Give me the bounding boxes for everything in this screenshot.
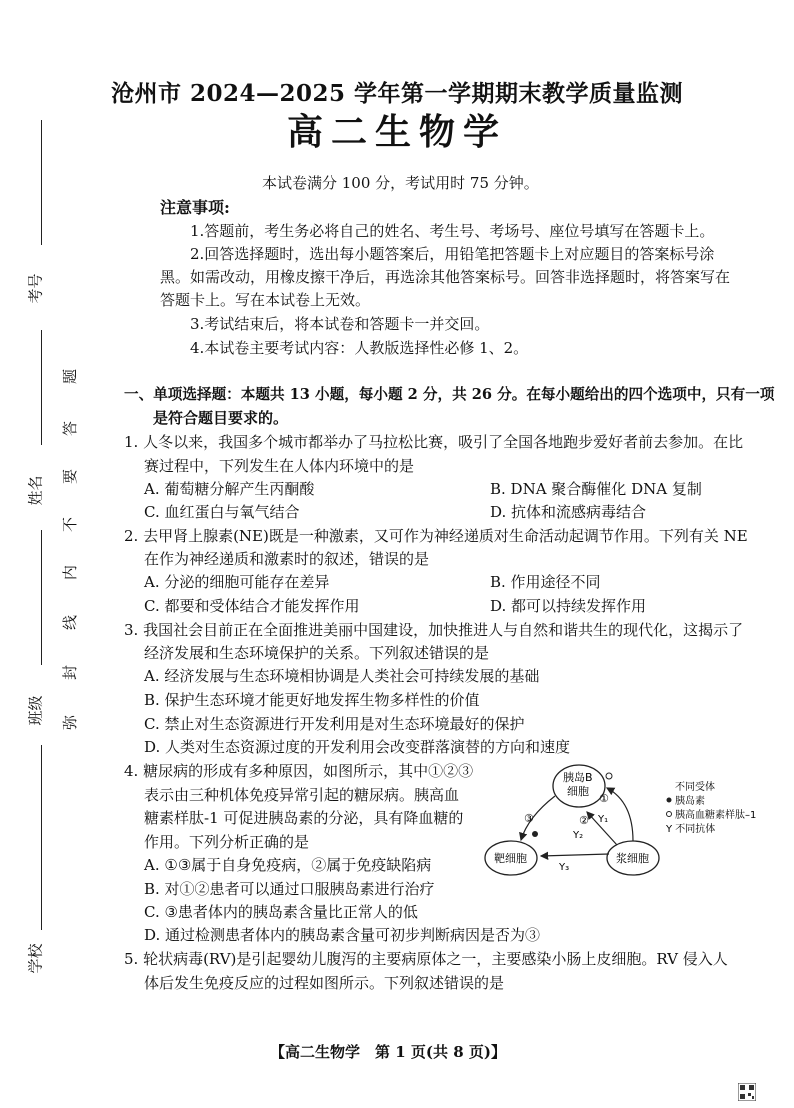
legend-insulin: 胰岛素 — [675, 796, 705, 807]
target-cell-label: 靶细胞 — [494, 852, 527, 865]
class-label: 班级 — [26, 695, 45, 726]
q1-stem-cont: 赛过程中，下列发生在人体内环境中的是 — [144, 457, 415, 475]
q2-option-b: B. 作用途径不同 — [490, 573, 601, 591]
legend-insulin-dot — [667, 798, 672, 803]
q4-option-d: D. 通过检测患者体内的胰岛素含量可初步判断病因是否为③ — [144, 926, 541, 944]
circle-3: ③ — [524, 812, 534, 825]
seal-char: 答 — [61, 420, 80, 437]
q3-option-a: A. 经济发展与生态环境相协调是人类社会可持续发展的基础 — [144, 667, 540, 685]
notice-line: 4.本试卷主要考试内容：人教版选择性必修 1、2。 — [190, 339, 529, 357]
seal-char: 内 — [61, 564, 80, 581]
section1-heading-cont: 是符合题目要求的。 — [153, 409, 289, 427]
diabetes-diagram — [483, 762, 773, 877]
exam-no-label: 考号 — [26, 273, 45, 304]
exam-info: 本试卷满分 100 分，考试用时 75 分钟。 — [262, 174, 539, 192]
q2-option-d: D. 都可以持续发挥作用 — [490, 597, 647, 615]
legend-receptor: 不同受体 — [675, 782, 715, 793]
q3-option-b: B. 保护生态环境才能更好地发挥生物多样性的价值 — [144, 691, 480, 709]
seal-char: 封 — [61, 664, 80, 681]
y2-label: Y₂ — [573, 830, 584, 841]
seal-char: 要 — [61, 468, 80, 485]
q1-option-d: D. 抗体和流感病毒结合 — [490, 503, 647, 521]
circle-1: ① — [599, 792, 609, 805]
legend-glp1-circle — [667, 812, 672, 817]
legend-glp1: 胰高血糖素样肽–1 — [675, 810, 757, 821]
q4-option-a: A. ①③属于自身免疫病，②属于免疫缺陷病 — [144, 856, 432, 874]
margin-line-mid3 — [41, 745, 42, 930]
notice-line: 答题卡上。写在本试卷上无效。 — [160, 291, 371, 309]
exam-title: 沧州市 2024—2025 学年第一学期期末教学质量监测 — [110, 80, 684, 107]
q1-option-a: A. 葡萄糖分解产生丙酮酸 — [144, 480, 315, 498]
q3-option-d: D. 人类对生态资源过度的开发利用会改变群落演替的方向和速度 — [144, 738, 571, 756]
name-label: 姓名 — [26, 475, 45, 506]
q1-option-b: B. DNA 聚合酶催化 DNA 复制 — [490, 480, 702, 498]
q4-option-b: B. 对①②患者可以通过口服胰岛素进行治疗 — [144, 880, 435, 898]
q2-stem: 2. 去甲肾上腺素(NE)既是一种激素，又可作为神经递质对生命活动起调节作用。下列有关 NE — [124, 527, 748, 545]
notice-heading: 注意事项: — [160, 198, 230, 217]
margin-line-mid1 — [41, 330, 42, 445]
notice-line: 3.考试结束后，将本试卷和答题卡一并交回。 — [190, 315, 490, 333]
y1-label: Y₁ — [598, 814, 609, 825]
circle-2: ② — [579, 814, 589, 827]
glp1-circle — [606, 773, 612, 779]
q4-stem-cont: 糖素样肽-1 可促进胰岛素的分泌，具有降血糖的 — [144, 809, 464, 827]
seal-char: 题 — [61, 368, 80, 385]
legend-antibody: Y 不同抗体 — [666, 824, 716, 835]
notice-line: 1.答题前，考生务必将自己的姓名、考生号、考场号、座位号填写在答题卡上。 — [190, 222, 715, 240]
school-label: 学校 — [26, 943, 45, 974]
notice-line: 黑。如需改动，用橡皮擦干净后，再选涂其他答案标号。回答非选择题时，将答案写在 — [160, 268, 731, 286]
seal-char: 弥 — [61, 714, 80, 731]
y3-label: Y₃ — [559, 862, 570, 873]
seal-char: 不 — [61, 516, 80, 533]
q5-stem: 5. 轮状病毒(RV)是引起婴幼儿腹泻的主要病原体之一，主要感染小肠上皮细胞。RV 侵入人 — [124, 950, 728, 968]
page-footer: 【高二生物学 第 1 页(共 8 页)】 — [270, 1043, 506, 1061]
q3-stem: 3. 我国社会目前正在全面推进美丽中国建设，加快推进人与自然和谐共生的现代化，这揭示了 — [124, 621, 744, 639]
q4-stem-cont: 作用。下列分析正确的是 — [144, 833, 310, 851]
q2-option-c: C. 都要和受体结合才能发挥作用 — [144, 597, 360, 615]
notice-line: 2.回答选择题时，选出每小题答案后，用铅笔把答题卡上对应题目的答案标号涂 — [190, 245, 715, 263]
subject-title: 高二生物学 — [286, 111, 507, 153]
q1-stem: 1. 人冬以来，我国多个城市都举办了马拉松比赛，吸引了全国各地跑步爱好者前去参加。在比 — [124, 433, 744, 451]
q2-stem-cont: 在作为神经递质和激素时的叙述，错误的是 — [144, 550, 430, 568]
insulin-dot — [532, 831, 538, 837]
seal-char: 线 — [61, 614, 80, 631]
islet-cell-label: 胰岛B — [563, 771, 593, 784]
q4-stem: 4. 糖尿病的形成有多种原因，如图所示，其中①②③ — [124, 762, 474, 780]
y3-arrow — [541, 854, 609, 856]
y1-arrow — [607, 788, 633, 841]
q5-stem-cont: 体后发生免疫反应的过程如图所示。下列叙述错误的是 — [144, 974, 505, 992]
margin-line-mid2 — [41, 530, 42, 665]
q1-option-c: C. 血红蛋白与氧气结合 — [144, 503, 300, 521]
section1-heading: 一、单项选择题：本题共 13 小题，每小题 2 分，共 26 分。在每小题给出的四个选项中，只有一项 — [124, 386, 775, 403]
islet-cell-label: 细胞 — [567, 785, 589, 798]
q4-option-c: C. ③患者体内的胰岛素含量比正常人的低 — [144, 903, 418, 921]
q2-option-a: A. 分泌的细胞可能存在差异 — [144, 573, 330, 591]
qr-code-icon — [738, 1083, 756, 1101]
q3-stem-cont: 经济发展和生态环境保护的关系。下列叙述错误的是 — [144, 644, 490, 662]
plasma-cell-label: 浆细胞 — [616, 852, 649, 865]
q4-stem-cont: 表示由三种机体免疫异常引起的糖尿病。胰高血 — [144, 786, 460, 804]
q3-option-c: C. 禁止对生态资源进行开发利用是对生态环境最好的保护 — [144, 715, 525, 733]
